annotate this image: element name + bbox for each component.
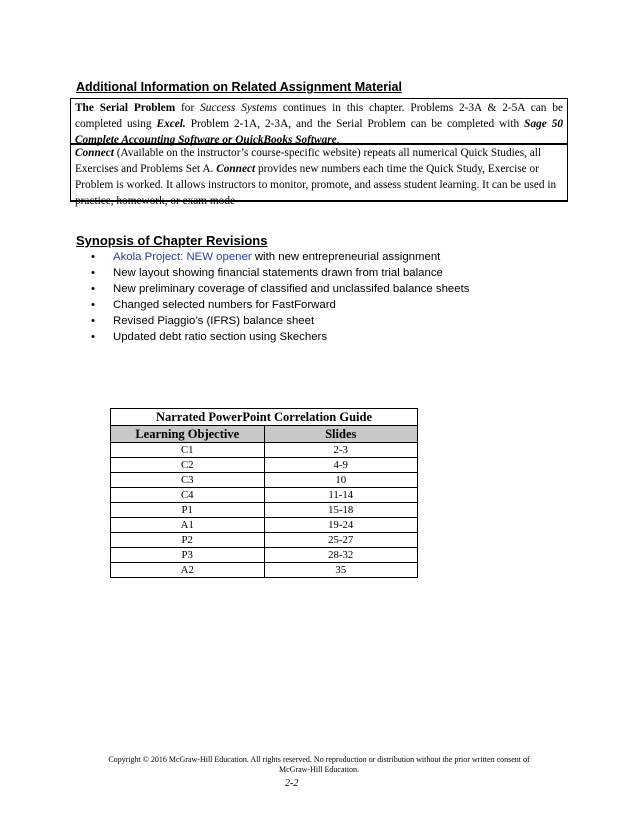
bullet-icon: • [91, 283, 95, 295]
column-header-slides: Slides [264, 426, 418, 443]
slides-cell: 15-18 [264, 503, 418, 518]
sage-label: Sage 50 [524, 118, 564, 130]
table-row [111, 503, 418, 518]
list-item-text: Revised Piaggio’s (IFRS) balance sheet [113, 315, 315, 327]
serial-for-text: for [181, 102, 195, 114]
additional-info-heading: Additional Information on Related Assignment Material [76, 80, 402, 94]
bullet-icon: • [91, 267, 95, 279]
akola-project-link[interactable]: Akola Project: NEW opener [113, 251, 252, 263]
objective-cell: P2 [111, 533, 265, 548]
column-header-objective: Learning Objective [111, 426, 265, 443]
serial-text: continues in this chapter. Problems 2-3A & 2-5A can be completed using [75, 102, 563, 130]
slides-cell: 11-14 [264, 488, 418, 503]
objective-cell: A1 [111, 518, 265, 533]
connect-label-2: Connect [216, 163, 256, 175]
table-row [111, 458, 418, 473]
slides-cell: 25-27 [264, 533, 418, 548]
period: . [336, 134, 340, 146]
table-row [111, 563, 418, 578]
objective-cell: A2 [111, 563, 265, 578]
objective-cell: P3 [111, 548, 265, 563]
table-title-row [111, 409, 418, 426]
slides-cell: 28-32 [264, 548, 418, 563]
table-row [111, 443, 418, 458]
table-row [111, 548, 418, 563]
slides-cell: 4-9 [264, 458, 418, 473]
list-item-text: Changed selected numbers for FastForward [113, 299, 336, 311]
list-item [76, 281, 469, 297]
powerpoint-correlation-table [110, 408, 418, 578]
connect-box [70, 143, 568, 207]
slides-cell: 10 [264, 473, 418, 488]
excel-label: Excel. [156, 118, 186, 130]
bullet-icon: • [91, 315, 95, 327]
synopsis-heading: Synopsis of Chapter Revisions [76, 233, 268, 248]
table-title: Narrated PowerPoint Correlation Guide [111, 409, 418, 426]
slides-cell: 19-24 [264, 518, 418, 533]
copyright-line-1: Copyright © 2016 McGraw-Hill Education. All rights reserved. No reproduction or distribution without the prior written consent of [108, 755, 530, 764]
list-item [76, 297, 469, 313]
problem-text: Problem 2-1A, 2-3A, and the Serial Problem can be completed with [190, 118, 520, 130]
table-header-row [111, 426, 418, 443]
revisions-list [76, 249, 469, 345]
connect-text: (Available on the instructor’s course-specific website) repeats all numerical Quick Studies, all Exercises and Problems Set A. [75, 147, 542, 175]
list-item-text: New preliminary coverage of classified and unclassifed balance sheets [113, 283, 470, 295]
connect-text-2: provides new numbers each time the Quick Study, Exercise or Problem is worked. It allows instructors to monitor, promote, and assess student learning. It can be used in practice, homework, or exam mode [75, 163, 557, 207]
list-item [76, 329, 469, 345]
objective-cell: C1 [111, 443, 265, 458]
list-item [76, 313, 469, 329]
table-row [111, 488, 418, 503]
serial-problem-label: The Serial Problem [75, 102, 176, 114]
bullet-icon: • [91, 251, 95, 263]
software-label: Complete Accounting Software or QuickBooks Software [75, 134, 337, 146]
copyright-footer [60, 755, 578, 775]
serial-problem-box [70, 98, 568, 145]
objective-cell: P1 [111, 503, 265, 518]
objective-cell: C2 [111, 458, 265, 473]
objective-cell: C4 [111, 488, 265, 503]
list-item [76, 265, 469, 281]
table-row [111, 473, 418, 488]
bullet-icon: • [91, 331, 95, 343]
page-number: 2-2 [285, 778, 299, 789]
connect-label: Connect [75, 147, 114, 159]
list-item-text: with new entrepreneurial assignment [251, 251, 441, 263]
slides-cell: 35 [264, 563, 418, 578]
copyright-line-2: McGraw-Hill Education. [279, 765, 359, 774]
table-row [111, 533, 418, 548]
list-item-text: New layout showing financial statements drawn from trial balance [113, 267, 443, 279]
list-item-text: Updated debt ratio section using Skechers [113, 331, 328, 343]
company-name: Success Systems [200, 102, 277, 114]
slides-cell: 2-3 [264, 443, 418, 458]
table-row [111, 518, 418, 533]
bullet-icon: • [91, 299, 95, 311]
objective-cell: C3 [111, 473, 265, 488]
list-item [76, 249, 469, 265]
